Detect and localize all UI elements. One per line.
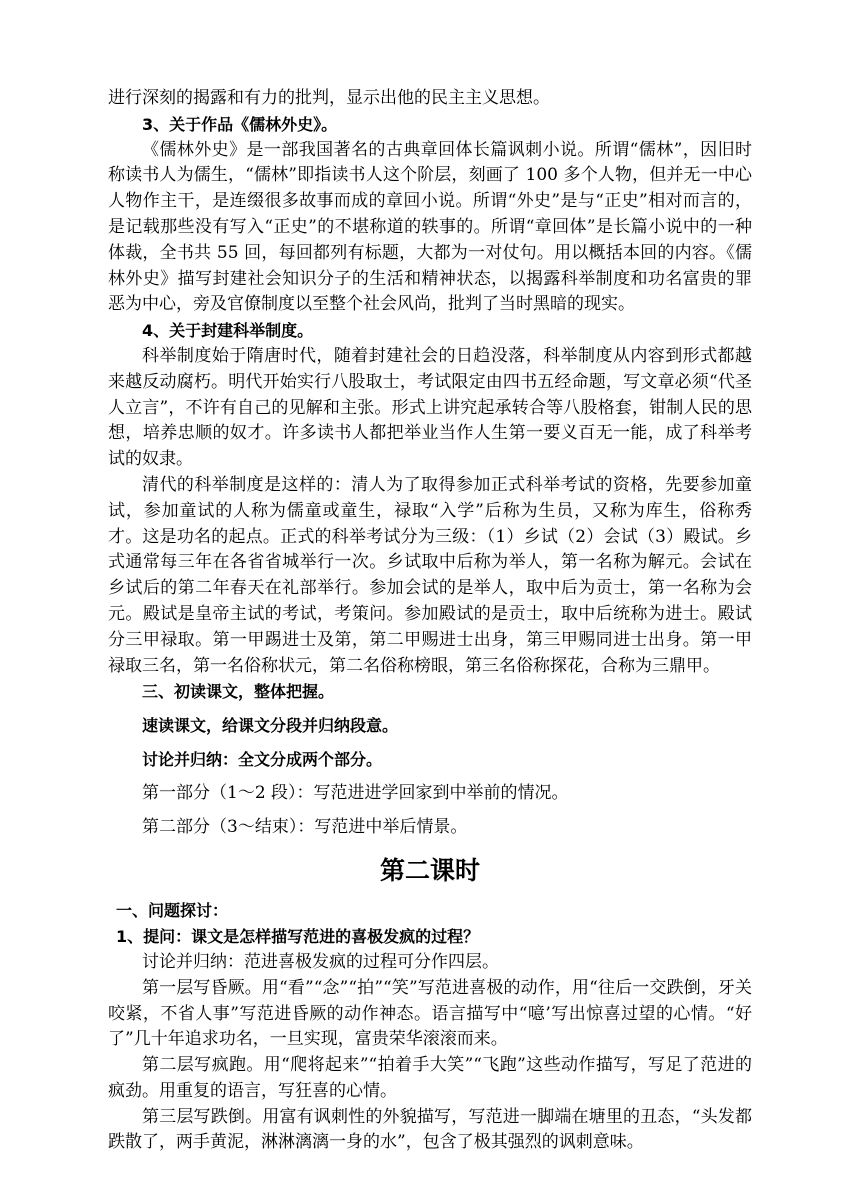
question-heading: 1、提问：课文是怎样描写范进的喜极发疯的过程？ — [116, 927, 480, 947]
body-paragraph: 第二层写疯跑。用“爬将起来”“拍着手大笑”“飞跑”这些动作描写，写足了范进的疯劲。用重复的语言，写狂喜的心情。 — [108, 1055, 752, 1101]
body-paragraph: 进行深刻的揭露和有力的批判，显示出他的民主主义思想。 — [108, 88, 550, 108]
body-paragraph: 《儒林外史》是一部我国著名的古典章回体长篇讽刺小说。所谓“儒林”，因旧时称读书人为儒生，“儒林”即指读书人这个阶层，刻画了 100 多个人物，但并无一中心人物作主干，是连缀很多故事而成的章回小说。所谓“外史”是与“正史”相对而言的，是记载那些没有写入“正史”的不堪称道的轶事的。所谓“章回体”是长篇小说中的一种体裁，全书共 55 回，每回都列有标题，大都为一对仗句。用以概括本回的内容。《儒林外史》描写封建社会知识分子的生活和精神状态，以揭露科举制度和功名富贵的罪恶为中心，旁及官僚制度以至整个社会风尚，批判了当时黑暗的现实。 — [108, 139, 752, 315]
body-paragraph: 讨论并归纳：范进喜极发疯的过程可分作四层。 — [142, 951, 499, 972]
body-paragraph: 科举制度始于隋唐时代，随着封建社会的日趋没落，科举制度从内容到形式都越来越反动腐朽。明代开始实行八股取士，考试限定由四书五经命题，写文章必须“代圣人立言”，不许有自己的见解和主张。形式上讲究起承转合等八股格套，钳制人民的思想，培养忠顺的奴才。许多读书人都把举业当作人生第一要义百无一能，成了科举考试的奴隶。 — [108, 345, 752, 470]
body-paragraph: 第三层写跌倒。用富有讽刺性的外貌描写，写范进一脚端在塘里的丑态，“头发都跌散了，两手黄泥，淋淋漓漓一身的水”，包含了极其强烈的讽刺意味。 — [108, 1106, 752, 1153]
section-heading: 一、问题探讨： — [116, 901, 229, 921]
body-paragraph: 清代的科举制度是这样的：清人为了取得参加正式科举考试的资格，先要参加童试，参加童试的人称为儒童或童生，禄取“入学”后称为生员，又称为库生，俗称秀才。这是功名的起点。正式的科举考试分为三级：（1）乡试（2）会试（3）殿试。乡式通常每三年在各省省城举行一次。乡试取中后称为举人，第一名称为解元。会试在乡试后的第二年春天在礼部举行。参加会试的是举人，取中后为贡士，第一名称为会元。殿试是皇帝主试的考试，考策问。参加殿试的是贡士，取中后统称为进士。殿试分三甲禄取。第一甲踢进士及第，第二甲赐进士出身，第三甲赐同进士出身。第一甲禄取三名，第一名俗称状元，第二名俗称榜眼，第三名俗称探花，合称为三鼎甲。 — [108, 474, 752, 676]
lesson-title: 第二课时 — [379, 856, 480, 886]
section-heading: 讨论并归纳：全文分成两个部分。 — [142, 749, 383, 769]
body-paragraph: 第一层写昏厥。用“看”“念”“拍”“笑”写范进喜极的动作，用“往后一交跌倒，牙关咬紧，不省人事”写范进昏厥的动作神态。语言描写中“噫’写出惊喜过望的心情。“好了”几十年追求功名，一旦实现，富贵荣华滚滚而来。 — [108, 977, 752, 1050]
section-heading: 三、初读课文，整体把握。 — [142, 682, 335, 702]
body-paragraph: 第二部分（3～结束）：写范进中举后情景。 — [142, 816, 468, 837]
section-heading: 速读课文，给课文分段并归纳段意。 — [142, 716, 399, 736]
section-heading: 4、关于封建科举制度。 — [142, 321, 314, 341]
document-body — [108, 86, 752, 1156]
section-heading: 3、关于作品《儒林外史》。 — [142, 114, 338, 134]
body-paragraph: 第一部分（1～2 段）：写范进进学回家到中举前的情况。 — [142, 782, 569, 803]
